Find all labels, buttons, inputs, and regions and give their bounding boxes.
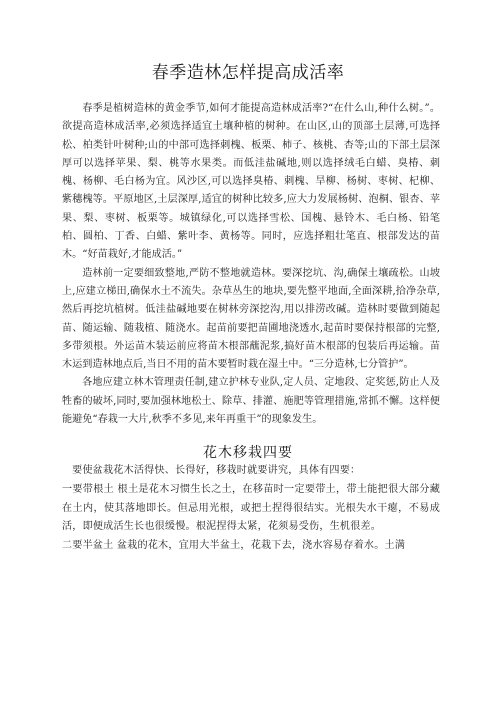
body-paragraph: 春季是植树造林的黄金季节,如何才能提高造林成活率?“在什么山,种什么树。”。欲提高造林成活率,必须选择适宜土壤种植的树种。在山区,山的顶部土层薄,可选择松、柏类针叶树种;山的中部可选择刺槐、板栗、柿子、核桃、杏等;山的下部土层深厚可以选择苹果、梨、桃等水果类。而低洼盐碱地,则以选择绒毛白蜡、臭椿、刺槐、杨柳、毛白杨为宜。风沙区,可以选择臭椿、刺槐、旱柳、杨树、枣树、杞柳、紫穗槐等。平原地区,土层深厚,适宜的树种比较多,应大力发展杨树、泡桐、银杏、苹果、梨、枣树、板栗等。城镇绿化,可以选择雪松、国槐、悬铃木、毛白杨、铅笔柏、圆柏、丁香、白蜡、紫叶李、黄杨等。同时，应选择粗壮笔直、根部发达的苗木。“好苗栽好,才能成活。” [62, 103, 440, 261]
body-paragraph: 各地应建立林木管理责任制,建立护林专业队,定人员、定地段、定奖惩,防止人及牲畜的破坏,同时,要加强林地松土、除草、排灌、施肥等管理措施,常抓不懈。这样便能避免“春栽一大片,秋季不多见,来年再重干”的现象发生。 [62, 377, 440, 426]
article-title: 春季造林怎样提高成活率 [151, 63, 345, 83]
article-body [62, 100, 440, 429]
section-intro: 要使盆栽花木活得快、长得好，移栽时就要讲究，具体有四要： [72, 465, 361, 476]
section-paragraph: 二要半盆土 盆栽的花木，宜用大半盆土，花栽下去，浇水容易存着水。土满 [62, 540, 406, 552]
section-body [62, 462, 440, 556]
section-title: 花木移栽四要 [203, 445, 293, 461]
section-paragraph: 一要带根土 根土是花木习惯生长之土，在移苗时一定要带土，带土能把很大部分藏在土内，使其落地即长。但忌用光根，或把土捏得很结实。光根失水干瘪，不易成活，即便成活生长也很缓慢。根泥捏得太紧，花须易受伤，生机很差。 [62, 483, 440, 533]
body-paragraph: 造林前一定要细致整地,严防不整地就造林。要深挖坑、沟,确保土壤疏松。山坡上,应建立梯田,确保水土不流失。杂草丛生的地块,要先整平地面,全面深耕,拾净杂草,然后再挖坑植树。低洼盐碱地要在树林旁深挖沟,用以排涝改碱。造林时要做到随起苗、随运输、随栽植、随浇水。起苗前要把苗圃地浇透水,起苗时要保持根部的完整,多带须根。外运苗木装运前应将苗木根部蘸泥浆,搞好苗木根部的包装后再运输。苗木运到造林地点后,当日不用的苗木要暂时栽在湿土中。“三分造林,七分管护”。 [62, 267, 440, 371]
